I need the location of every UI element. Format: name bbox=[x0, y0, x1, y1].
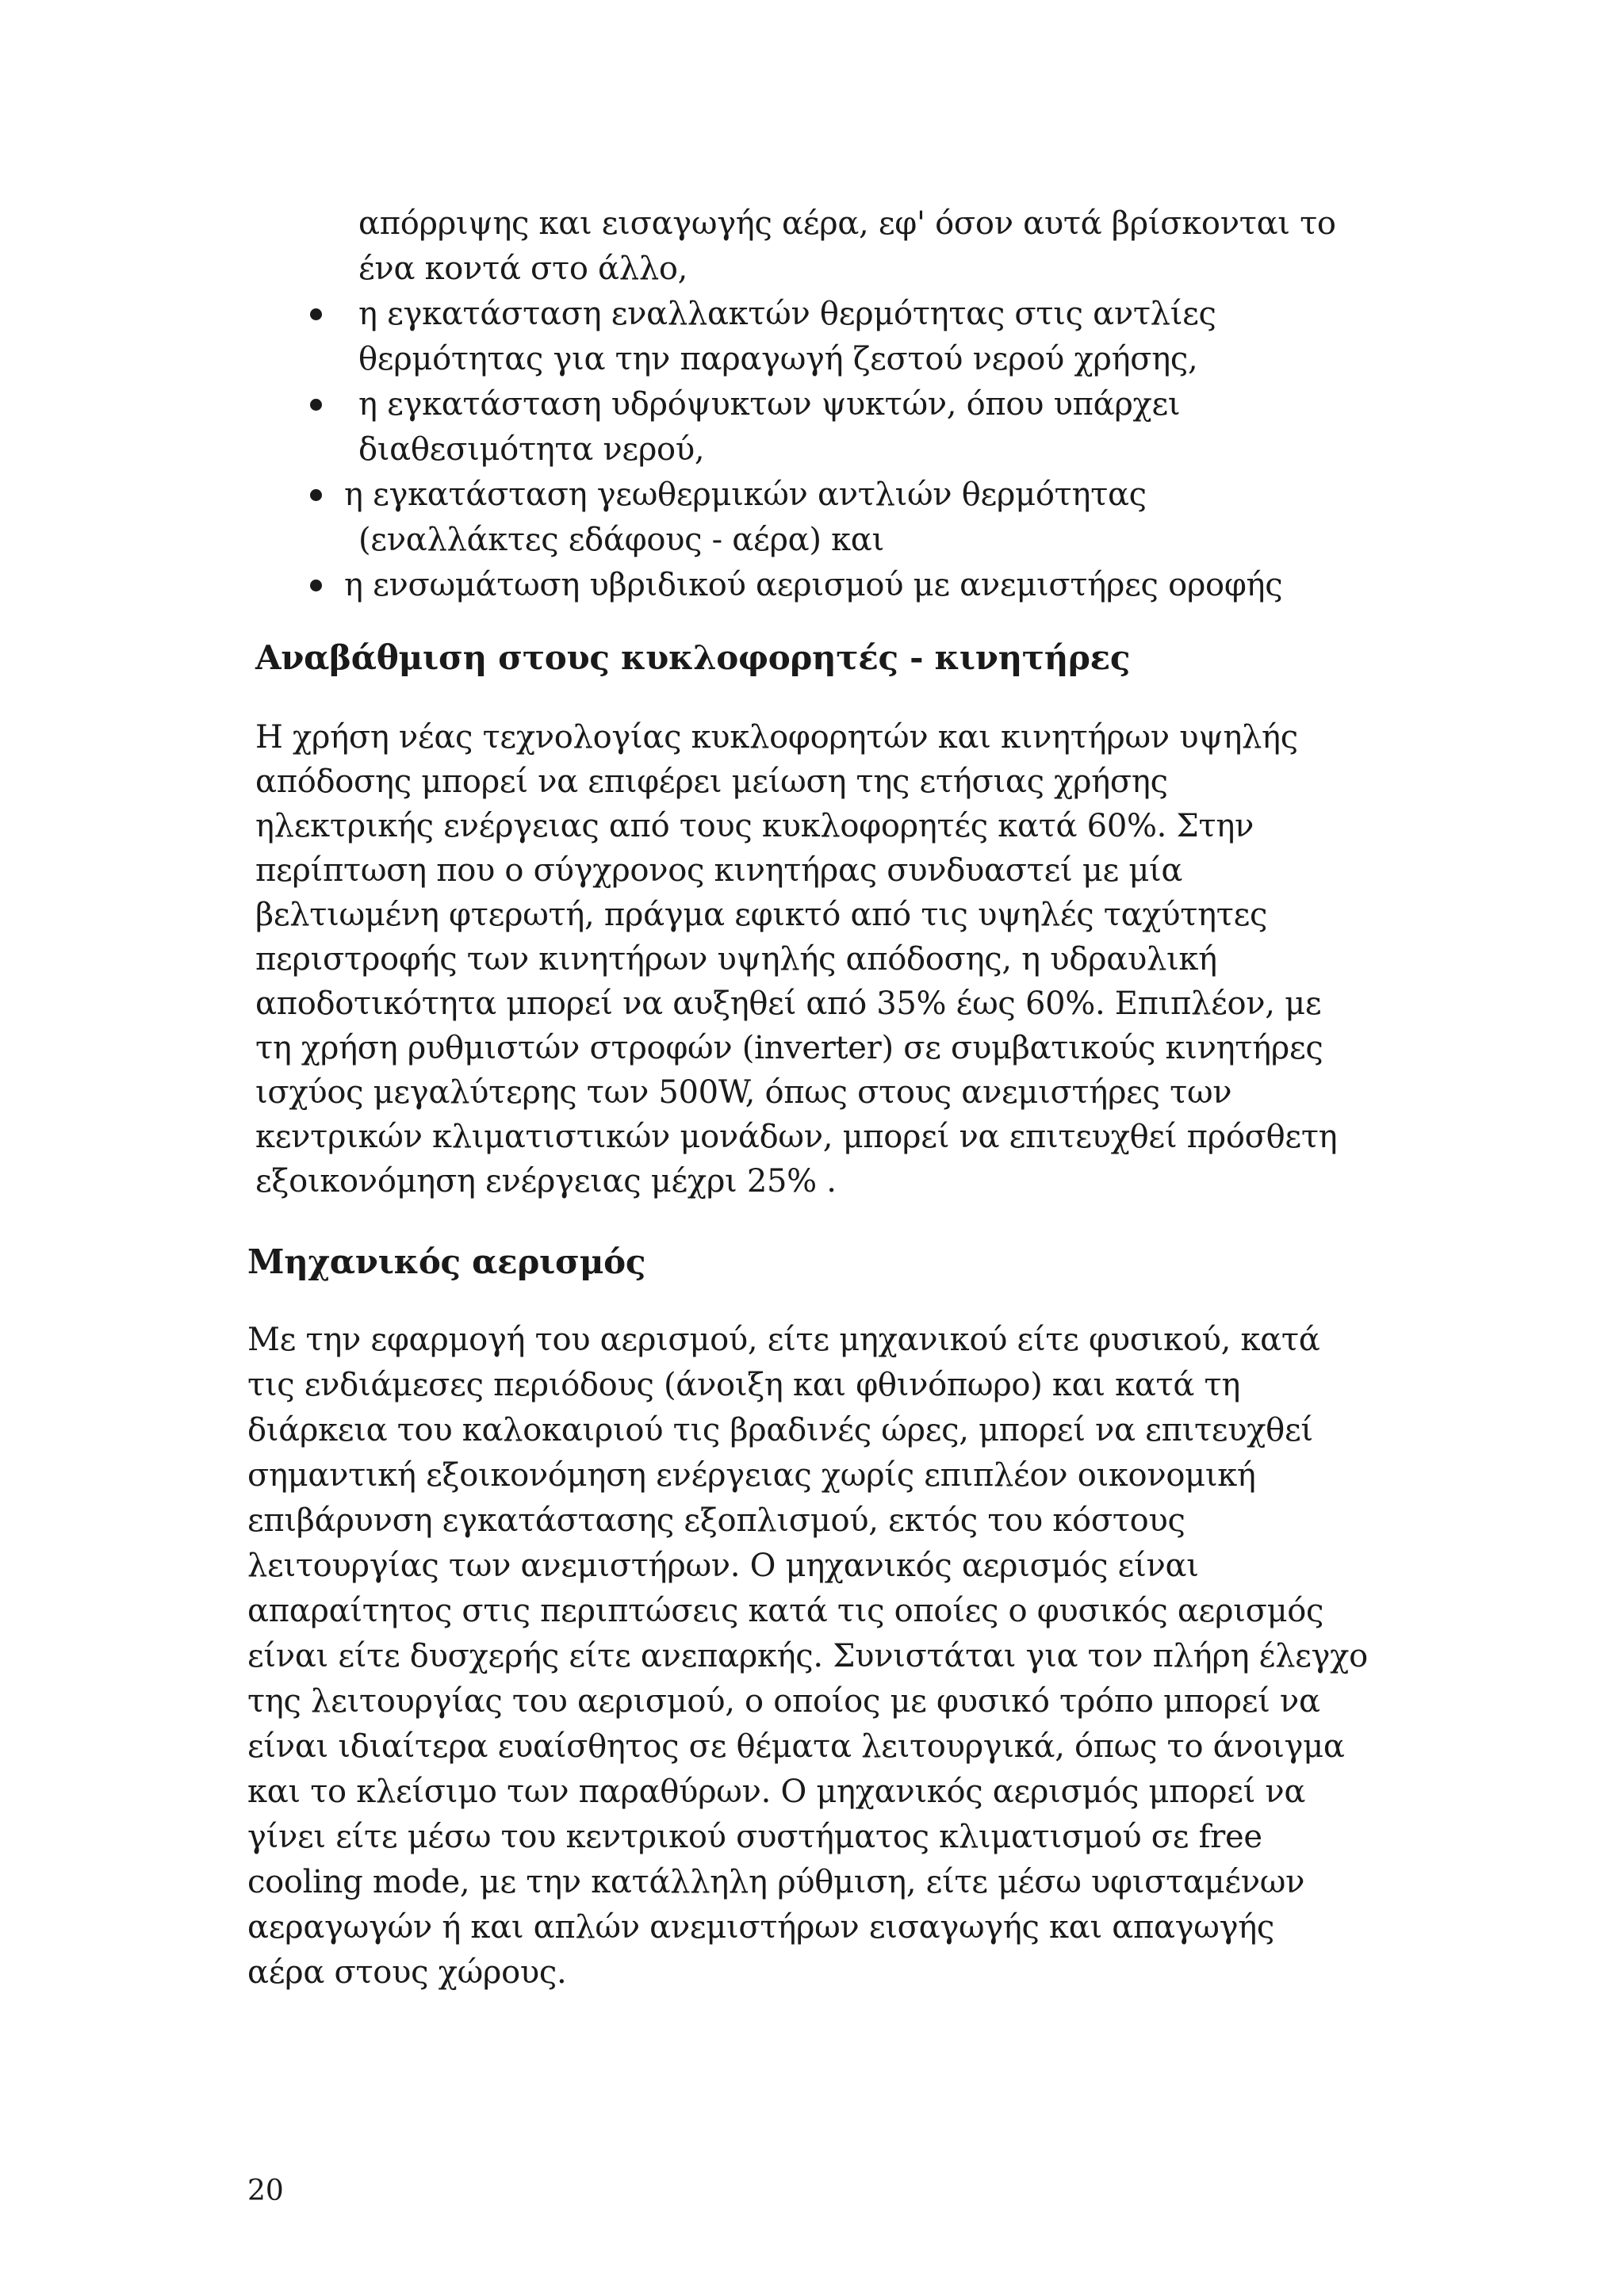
page-number: 20 bbox=[247, 2175, 284, 2207]
paragraph-line: βελτιωμένη φτερωτή, πράγμα εφικτό από τις υψηλές ταχύτητες bbox=[255, 897, 1268, 933]
paragraph-line: αεραγωγών ή και απλών ανεμιστήρων εισαγωγής και απαγωγής bbox=[247, 1909, 1274, 1946]
paragraph-line: λειτουργίας των ανεμιστήρων. Ο μηχανικός αερισμός είναι bbox=[247, 1548, 1199, 1584]
section-heading-circulators: Αναβάθμιση στους κυκλοφορητές - κινητήρες bbox=[255, 638, 1131, 677]
bullet-item-line: (εναλλάκτες εδάφους - αέρα) και bbox=[358, 522, 884, 558]
paragraph-line: Η χρήση νέας τεχνολογίας κυκλοφορητών και κινητήρων υψηλής bbox=[255, 719, 1298, 756]
paragraph-line: τη χρήση ρυθμιστών στροφών (inverter) σε συμβατικούς κινητήρες bbox=[255, 1030, 1323, 1066]
paragraph-line: απόδοσης μπορεί να επιφέρει μείωση της ετήσιας χρήσης bbox=[255, 763, 1168, 800]
bullet-marker bbox=[310, 489, 322, 501]
bullet-marker bbox=[310, 399, 322, 411]
continuation-line: απόρριψης και εισαγωγής αέρα, εφ' όσον αυτά βρίσκονται το bbox=[358, 205, 1336, 242]
paragraph-line: αποδοτικότητα μπορεί να αυξηθεί από 35% έως 60%. Επιπλέον, με bbox=[255, 985, 1322, 1022]
bullet-marker bbox=[310, 580, 322, 591]
paragraph-line: επιβάρυνση εγκατάστασης εξοπλισμού, εκτός του κόστους bbox=[247, 1502, 1185, 1539]
paragraph-line: της λειτουργίας του αερισμού, ο οποίος με φυσικό τρόπο μπορεί να bbox=[247, 1683, 1320, 1720]
paragraph-line: ισχύος μεγαλύτερης των 500W, όπως στους ανεμιστήρες των bbox=[255, 1074, 1232, 1111]
paragraph-line: Με την εφαρμογή του αερισμού, είτε μηχανικού είτε φυσικού, κατά bbox=[247, 1322, 1320, 1358]
paragraph-line: περιστροφής των κινητήρων υψηλής απόδοσης, η υδραυλική bbox=[255, 941, 1217, 978]
bullet-item-line: η εγκατάσταση γεωθερμικών αντλιών θερμότητας bbox=[344, 476, 1147, 513]
bullet-item-line: η εγκατάσταση υδρόψυκτων ψυκτών, όπου υπάρχει bbox=[358, 386, 1181, 423]
bullet-item-line: η ενσωμάτωση υβριδικού αερισμού με ανεμιστήρες οροφής bbox=[344, 567, 1283, 603]
paragraph-line: και το κλείσιμο των παραθύρων. Ο μηχανικός αερισμός μπορεί να bbox=[247, 1774, 1306, 1810]
paragraph-line: σημαντική εξοικονόμηση ενέργειας χωρίς επιπλέον οικονομική bbox=[247, 1457, 1256, 1494]
paragraph-line: περίπτωση που ο σύγχρονος κινητήρας συνδυαστεί με μία bbox=[255, 852, 1183, 889]
paragraph-line: είναι είτε δυσχερής είτε ανεπαρκής. Συνιστάται για τον πλήρη έλεγχο bbox=[247, 1638, 1368, 1674]
bullet-item-line: διαθεσιμότητα νερού, bbox=[358, 431, 705, 468]
paragraph-line: εξοικονόμηση ενέργειας μέχρι 25% . bbox=[255, 1163, 837, 1200]
bullet-item-line: η εγκατάσταση εναλλακτών θερμότητας στις αντλίες bbox=[358, 296, 1216, 332]
bullet-item-line: θερμότητας για την παραγωγή ζεστού νερού χρήσης, bbox=[358, 341, 1198, 377]
section-heading-mechanical-ventilation: Μηχανικός αερισμός bbox=[247, 1242, 646, 1281]
paragraph-line: γίνει είτε μέσω του κεντρικού συστήματος κλιματισμού σε free bbox=[247, 1819, 1262, 1855]
paragraph-line: απαραίτητος στις περιπτώσεις κατά τις οποίες ο φυσικός αερισμός bbox=[247, 1593, 1324, 1629]
paragraph-line: κεντρικών κλιματιστικών μονάδων, μπορεί να επιτευχθεί πρόσθετη bbox=[255, 1119, 1338, 1155]
continuation-line: ένα κοντά στο άλλο, bbox=[358, 251, 688, 287]
paragraph-line: είναι ιδιαίτερα ευαίσθητος σε θέματα λειτουργικά, όπως το άνοιγμα bbox=[247, 1728, 1345, 1765]
bullet-marker bbox=[310, 308, 322, 320]
paragraph-line: τις ενδιάμεσες περιόδους (άνοιξη και φθινόπωρο) και κατά τη bbox=[247, 1367, 1240, 1403]
paragraph-line: cooling mode, με την κατάλληλη ρύθμιση, είτε μέσω υφισταμένων bbox=[247, 1864, 1305, 1900]
paragraph-line: διάρκεια του καλοκαιριού τις βραδινές ώρες, μπορεί να επιτευχθεί bbox=[247, 1412, 1313, 1448]
paragraph-line: αέρα στους χώρους. bbox=[247, 1954, 567, 1991]
paragraph-line: ηλεκτρικής ενέργειας από τους κυκλοφορητές κατά 60%. Στην bbox=[255, 808, 1254, 844]
